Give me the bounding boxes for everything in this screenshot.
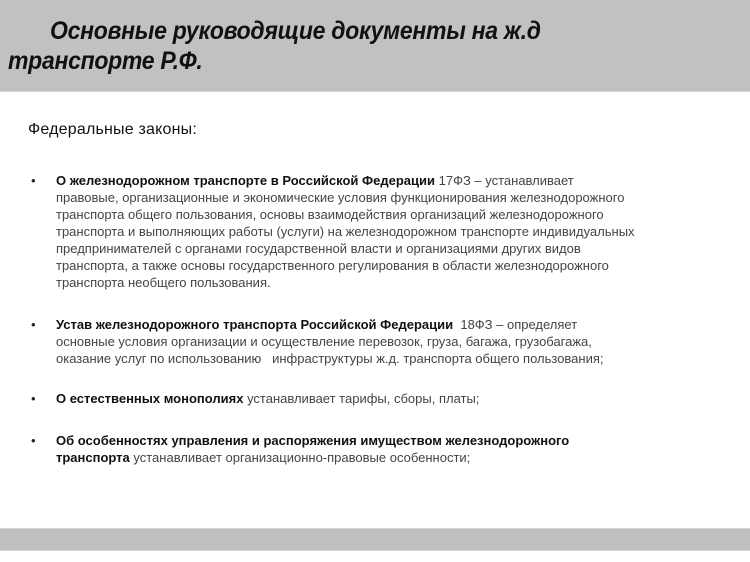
law-title: О естественных монополиях [56, 391, 244, 406]
law-line: транспорта устанавливает организационно-правовые особенности; [56, 450, 471, 465]
law-title: О железнодорожном транспорте в Российской Федерации [56, 173, 435, 188]
law-description [56, 432, 736, 466]
law-description [56, 316, 736, 367]
law-title: транспорта [56, 450, 130, 465]
law-line: транспорта и выполняющих работы (услуги) на железнодорожном транспорте индивидуальных [56, 224, 635, 239]
bullet-icon: • [31, 317, 36, 332]
section-heading: Федеральные законы: [28, 121, 197, 138]
law-title: Об особенностях управления и распоряжения имуществом железнодорожного [56, 433, 570, 448]
law-line: транспорта, а также основы государственного регулирования в области железнодорожного [56, 258, 609, 273]
law-line: правовые, организационные и экономические условия функционирования железнодорожного [56, 190, 625, 205]
law-line: предпринимателей с органами государственной власти и организациями других видов [56, 241, 581, 256]
slide-title-line-1: Основные руководящие документы на ж.д [50, 17, 541, 45]
law-line: Устав железнодорожного транспорта Российской Федерации 18ФЗ – определяет [56, 317, 578, 332]
law-line: оказание услуг по использованию инфраструктуры ж.д. транспорта общего пользования; [56, 351, 604, 366]
law-description [56, 172, 736, 291]
bullet-icon: • [31, 173, 36, 188]
law-title: Устав железнодорожного транспорта Российской Федерации [56, 317, 454, 332]
law-line [56, 432, 736, 449]
law-line: транспорта необщего пользования. [56, 275, 271, 290]
law-line: основные условия организации и осуществление перевозок, груза, багажа, грузобагажа, [56, 334, 592, 349]
law-line: О железнодорожном транспорте в Российской Федерации 17ФЗ – устанавливает [56, 173, 574, 188]
law-line: О естественных монополиях устанавливает тарифы, сборы, платы; [56, 391, 480, 406]
title-bar [0, 0, 750, 92]
footer-bar [0, 528, 750, 551]
bullet-icon: • [31, 433, 36, 448]
law-description [56, 390, 736, 407]
law-line: транспорта общего пользования, основы взаимодействия организаций железнодорожного [56, 207, 604, 222]
slide-title-line-2: транспорте Р.Ф. [8, 47, 203, 75]
bullet-icon: • [31, 391, 36, 406]
